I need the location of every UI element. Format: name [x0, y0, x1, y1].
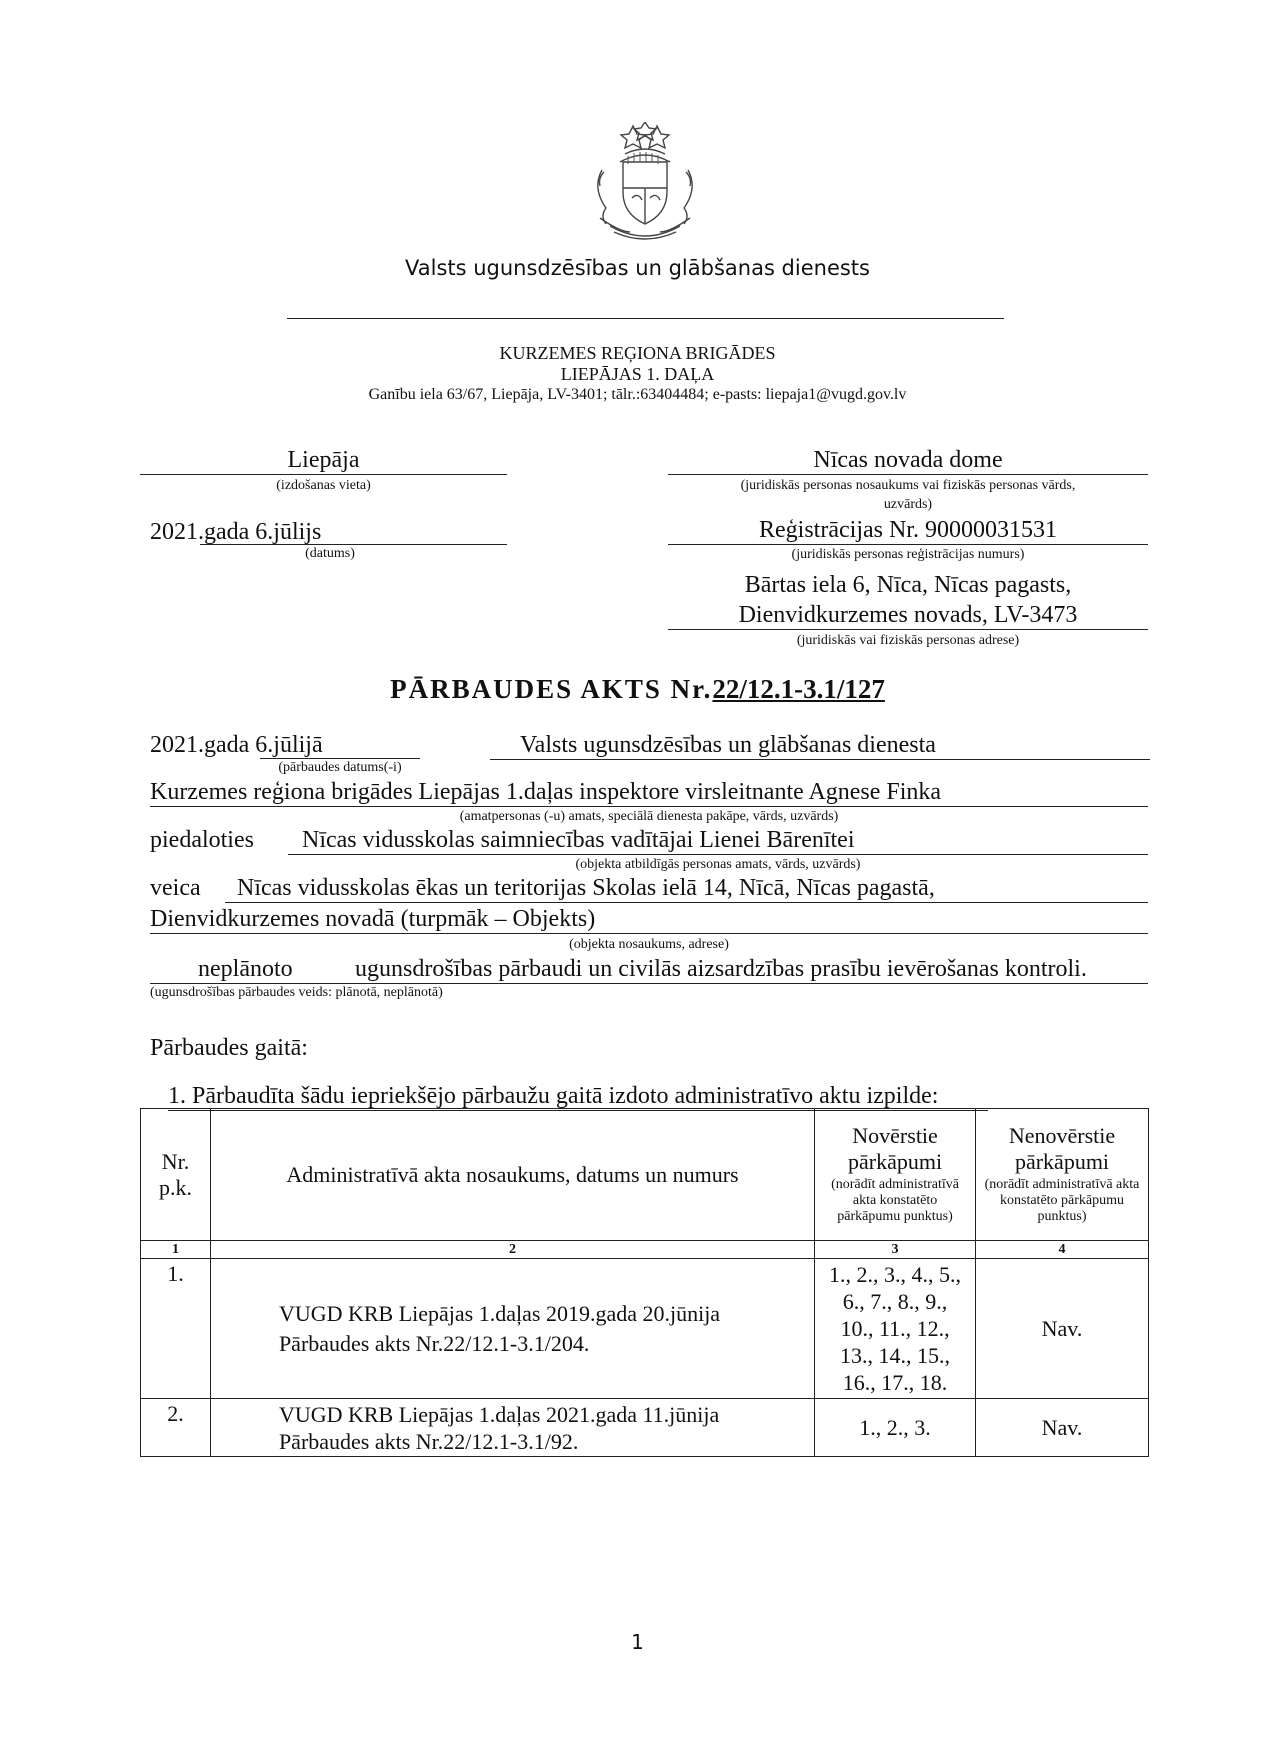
object-line-2: Dienvidkurzemes novadā (turpmāk – Objekts)	[150, 905, 1148, 934]
row-nr: 2.	[141, 1399, 211, 1457]
section1-heading: 1. Pārbaudīta šādu iepriekšējo pārbaužu gaitā izdoto administratīvo aktu izpilde:	[168, 1082, 988, 1111]
participant-label: (objekta atbildīgās personas amats, vārds, uzvārds)	[575, 857, 861, 872]
header-fixed-note: (norādīt administratīvā akta konstatēto pārkāpumu punktus)	[831, 1176, 959, 1224]
inspection-type: neplānoto	[198, 956, 293, 982]
official-label: (amatpersonas (-u) amats, speciālā dienesta pakāpe, vārds, uzvārds)	[459, 809, 839, 824]
inspection-service: Valsts ugunsdzēsības un glābšanas dienesta	[490, 731, 1150, 760]
object-line-1: Nīcas vidusskolas ēkas un teritorijas Skolas ielā 14, Nīcā, Nīcas pagastā,	[225, 874, 1148, 903]
inspection-date: 2021.gada 6.jūlijā	[150, 732, 323, 758]
participating-word: piedaloties	[150, 827, 254, 853]
row-unfixed: Nav.	[976, 1259, 1149, 1399]
unit-line-1: KURZEMES REĢIONA BRIGĀDES	[499, 343, 776, 363]
progress-heading: Pārbaudes gaitā:	[150, 1035, 308, 1061]
table-row	[141, 1259, 1149, 1399]
document-title	[0, 674, 1275, 705]
coat-of-arms-icon	[580, 122, 710, 244]
title-number: 22/12.1-3.1/127	[712, 674, 885, 704]
object-label: (objekta nosaukums, adrese)	[569, 937, 729, 952]
inspection-type-underline	[150, 983, 1148, 984]
registration-label: (juridiskās personas reģistrācijas numurs)	[791, 547, 1025, 562]
recipient-name: Nīcas novada dome	[668, 446, 1148, 475]
issue-date	[150, 518, 507, 546]
row-fixed: 1., 2., 3.	[815, 1399, 976, 1457]
table-row	[141, 1399, 1149, 1457]
recipient-address-label: (juridiskās vai fiziskās personas adrese)	[796, 633, 1020, 648]
recipient-address-2: Dienvidkurzemes novads, LV-3473	[668, 601, 1148, 630]
header-divider	[287, 318, 1004, 319]
header-unfixed	[976, 1109, 1149, 1241]
colnum-4: 4	[976, 1241, 1149, 1259]
agency-name: Valsts ugunsdzēsības un glābšanas dienests	[405, 256, 870, 280]
header-fixed-title: Novērstie pārkāpumi	[848, 1122, 943, 1174]
admin-acts-table	[140, 1108, 1149, 1457]
performed-word: veica	[150, 875, 201, 901]
inspection-type-label: (ugunsdrošības pārbaudes veids: plānotā, neplānotā)	[150, 985, 443, 1000]
issue-date-label: (datums)	[305, 546, 355, 561]
issue-place-label: (izdošanas vieta)	[276, 478, 371, 493]
inspection-date-label: (pārbaudes datums(-i)	[278, 760, 402, 775]
row-fixed: 1., 2., 3., 4., 5., 6., 7., 8., 9., 10., 11., 12., 13., 14., 15., 16., 17., 18.	[815, 1259, 976, 1399]
colnum-3: 3	[815, 1241, 976, 1259]
table-colnum-row	[141, 1241, 1149, 1259]
row-nr: 1.	[141, 1259, 211, 1399]
header-unfixed-title: Nenovērstie pārkāpumi	[1008, 1122, 1116, 1174]
unit-line-2: LIEPĀJAS 1. DAĻA	[560, 364, 715, 384]
issue-date-text: 2021.gada 6.jūlijs	[150, 519, 322, 545]
title-prefix: PĀRBAUDES AKTS Nr.	[390, 674, 713, 704]
page-number: 1	[631, 1630, 644, 1654]
row-act-name: VUGD KRB Liepājas 1.daļas 2019.gada 20.jūnija Pārbaudes akts Nr.22/12.1-3.1/204.	[210, 1259, 814, 1399]
inspection-text: ugunsdrošības pārbaudi un civilās aizsardzības prasību ievērošanas kontroli.	[355, 956, 1087, 982]
row-act-name: VUGD KRB Liepājas 1.daļas 2021.gada 11.jūnija Pārbaudes akts Nr.22/12.1-3.1/92.	[210, 1399, 814, 1457]
colnum-1: 1	[141, 1241, 211, 1259]
recipient-label-1: (juridiskās personas nosaukums vai fiziskās personas vārds,	[740, 478, 1076, 493]
header-fixed	[815, 1109, 976, 1241]
row-unfixed: Nav.	[976, 1399, 1149, 1457]
colnum-2: 2	[210, 1241, 814, 1259]
registration-number: Reģistrācijas Nr. 90000031531	[668, 516, 1148, 545]
participant-name: Nīcas vidusskolas saimniecības vadītājai Lienei Bārenītei	[288, 826, 1148, 855]
table-header-row	[141, 1109, 1149, 1241]
header-unfixed-note: (norādīt administratīvā akta konstatēto pārkāpumu punktus)	[984, 1176, 1140, 1224]
issue-date-underline	[200, 544, 507, 545]
inspection-date-underline	[260, 758, 420, 759]
issue-place: Liepāja	[140, 446, 507, 475]
recipient-label-2: uzvārds)	[883, 497, 933, 512]
header-nr: Nr. p.k.	[141, 1109, 211, 1241]
official-name: Kurzemes reģiona brigādes Liepājas 1.daļas inspektore virsleitnante Agnese Finka	[150, 778, 1148, 807]
header-act-name: Administratīvā akta nosaukums, datums un numurs	[210, 1109, 814, 1241]
recipient-address-1: Bārtas iela 6, Nīca, Nīcas pagasts,	[744, 572, 1072, 598]
address-line: Ganību iela 63/67, Liepāja, LV-3401; tālr.:63404484; e-pasts: liepaja1@vugd.gov.lv	[368, 386, 907, 403]
